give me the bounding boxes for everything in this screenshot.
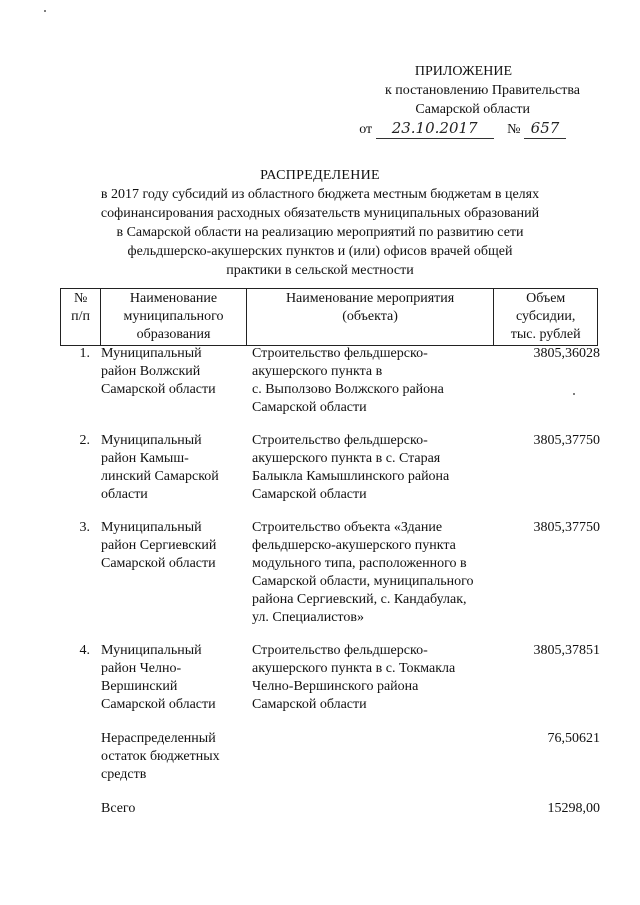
event-line: Челно-Вершинского района: [252, 679, 419, 694]
header-amount-line: Объем: [526, 291, 566, 306]
header-municipality-line: муниципального: [123, 309, 224, 324]
total-amount: 15298,00: [547, 801, 600, 816]
municipality-line: линский Самарской: [101, 469, 219, 484]
header-municipality-line: образования: [136, 327, 211, 342]
heading-line-5: практики в сельской местности: [226, 263, 414, 278]
appendix-block: [320, 62, 580, 139]
event-line: Самарской области: [252, 487, 367, 502]
event-line: Балыкла Камышлинского района: [252, 469, 450, 484]
event-line: Строительство фельдшерско-: [252, 346, 428, 361]
header-num-line: №: [73, 291, 88, 306]
unallocated-label-line: средств: [101, 767, 147, 782]
row-municipality: [101, 432, 243, 504]
row-amount: 3805,37750: [533, 520, 600, 535]
municipality-line: Муниципальный: [101, 520, 202, 535]
municipality-line: район Сергиевский: [101, 538, 217, 553]
appendix-line-2: Самарской области: [415, 102, 530, 117]
header-amount-line: субсидии,: [516, 309, 576, 324]
header-amount: [494, 289, 598, 346]
municipality-line: Самарской области: [101, 697, 216, 712]
header-amount-line: тыс. рублей: [510, 327, 581, 342]
row-number: 1.: [79, 346, 90, 361]
row-municipality: [101, 345, 243, 399]
event-line: акушерского пункта в с. Старая: [252, 451, 441, 466]
appendix-title: ПРИЛОЖЕНИЕ: [414, 64, 512, 79]
row-number: 4.: [79, 643, 90, 658]
unallocated-label-line: Нераспределенный: [101, 731, 216, 746]
unallocated-label-line: остаток бюджетных: [101, 749, 220, 764]
distribution-heading: [60, 166, 580, 280]
appendix-date-line: [320, 119, 580, 139]
event-line: фельдшерско-акушерского пункта: [252, 538, 456, 553]
row-event: [252, 345, 512, 417]
municipality-line: район Волжский: [101, 364, 201, 379]
row-amount: 3805,36028: [533, 346, 600, 361]
row-municipality: [101, 519, 243, 573]
municipality-line: Муниципальный: [101, 346, 202, 361]
municipality-line: район Камыш-: [101, 451, 189, 466]
header-municipality-line: Наименование: [129, 291, 218, 306]
municipality-line: Вершинский: [101, 679, 178, 694]
row-event: [252, 519, 512, 627]
event-line: ул. Специалистов»: [252, 610, 364, 625]
scan-speck: [573, 393, 575, 395]
row-amount: 3805,37851: [533, 643, 600, 658]
unallocated-label: [101, 730, 251, 784]
unallocated-amount: 76,50621: [547, 731, 600, 746]
heading-line-2: софинансирования расходных обязательств муниципальных образований: [100, 206, 540, 221]
event-line: Самарской области: [252, 697, 367, 712]
event-line: района Сергиевский, с. Кандабулак,: [252, 592, 467, 607]
header-event: [246, 289, 494, 346]
heading-line-1: в 2017 году субсидий из областного бюджета местным бюджетам в целях: [100, 187, 540, 202]
row-event: [252, 642, 512, 714]
heading-title: РАСПРЕДЕЛЕНИЕ: [260, 168, 380, 183]
event-line: модульного типа, расположенного в: [252, 556, 467, 571]
municipality-line: Муниципальный: [101, 643, 202, 658]
scan-speck: [44, 10, 46, 12]
header-municipality: [101, 289, 247, 346]
number-prefix: №: [507, 122, 521, 137]
event-line: акушерского пункта в с. Токмакла: [252, 661, 456, 676]
row-event: [252, 432, 512, 504]
municipality-line: район Челно-: [101, 661, 182, 676]
event-line: акушерского пункта в: [252, 364, 383, 379]
row-number: 2.: [79, 433, 90, 448]
heading-line-4: фельдшерско-акушерских пунктов и (или) офисов врачей общей: [127, 244, 513, 259]
municipality-line: Самарской области: [101, 556, 216, 571]
date-prefix: от: [359, 122, 373, 137]
header-num: [61, 289, 101, 346]
municipality-line: Самарской области: [101, 382, 216, 397]
event-line: Строительство объекта «Здание: [252, 520, 443, 535]
header-num-line: п/п: [71, 309, 91, 324]
header-event-line: (объекта): [342, 309, 398, 324]
total-label: Всего: [101, 801, 136, 816]
row-amount: 3805,37750: [533, 433, 600, 448]
table-header: [60, 288, 598, 346]
event-line: Строительство фельдшерско-: [252, 643, 428, 658]
municipality-line: области: [101, 487, 148, 502]
municipality-line: Муниципальный: [101, 433, 202, 448]
heading-line-3: в Самарской области на реализацию мероприятий по развитию сети: [116, 225, 524, 240]
header-event-line: Наименование мероприятия: [285, 291, 455, 306]
date-value: 23.10.2017: [376, 119, 494, 139]
appendix-line-1: к постановлению Правительства: [384, 83, 580, 98]
row-number: 3.: [79, 520, 90, 535]
event-line: с. Выползово Волжского района: [252, 382, 444, 397]
row-municipality: [101, 642, 243, 714]
event-line: Строительство фельдшерско-: [252, 433, 428, 448]
number-value: 657: [524, 119, 566, 139]
event-line: Самарской области: [252, 400, 367, 415]
event-line: Самарской области, муниципального: [252, 574, 474, 589]
